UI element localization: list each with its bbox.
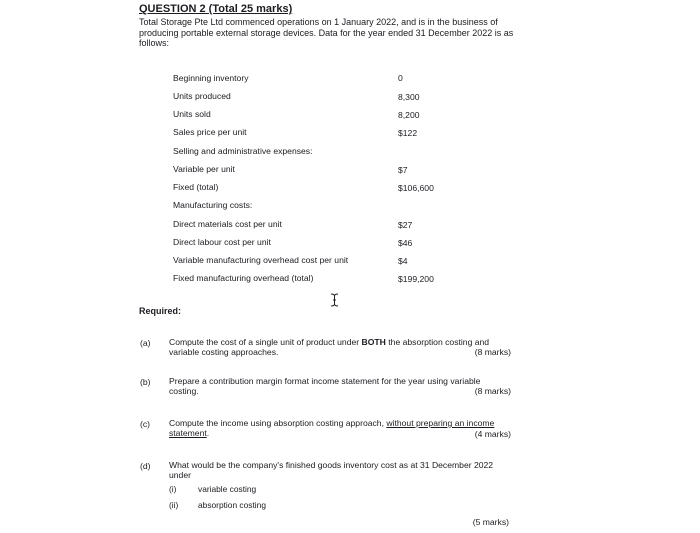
table-row-label: Beginning inventory [173,73,249,83]
question-c-label: (c) [140,419,151,429]
table-row-label: Sales price per unit [173,127,247,137]
question-d-sub-text: variable costing [198,484,257,494]
question-d-label: (d) [140,461,151,471]
question-b-marks: (8 marks) [474,386,511,396]
table-row-label: Units produced [173,91,231,101]
question-d-sub-label: (ii) [169,500,179,510]
question-b-label: (b) [140,377,151,387]
table-row-value: $122 [398,128,418,138]
question-a-marks: (8 marks) [474,347,511,357]
table-row-label: Variable per unit [173,164,235,174]
table-row-value: 8,300 [398,92,420,102]
table-row-value: $27 [398,220,413,230]
table-row-label: Fixed manufacturing overhead (total) [173,273,314,283]
table-row-value: $106,600 [398,183,434,193]
question-b-text: Prepare a contribution margin format income statement for the year using variable costing. [169,376,481,396]
question-a-text: Compute the cost of a single unit of product under BOTH the absorption costing and variable costing approaches. [169,337,490,357]
question-c-text: Compute the income using absorption costing approach, without preparing an income statement. [169,418,495,438]
table-row-value: 8,200 [398,110,420,120]
table-row-value: $4 [398,256,408,266]
table-row-value: $46 [398,238,413,248]
question-title: QUESTION 2 (Total 25 marks) [139,3,293,15]
question-c-marks: (4 marks) [474,429,511,439]
table-row-label: Units sold [173,109,211,119]
text-cursor-icon [330,293,339,307]
table-section-heading: Manufacturing costs: [173,200,253,210]
question-d-sub-label: (i) [169,484,177,494]
table-row-label: Fixed (total) [173,182,219,192]
required-heading: Required: [139,306,182,316]
table-row-value: 0 [398,73,403,83]
question-a-label: (a) [140,338,151,348]
question-d-text: What would be the company's finished goods inventory cost as at 31 December 2022 under [169,460,494,480]
table-section-heading: Selling and administrative expenses: [173,146,313,156]
table-row-label: Direct labour cost per unit [173,237,271,247]
question-d-marks: (5 marks) [472,517,509,527]
table-row-label: Variable manufacturing overhead cost per unit [173,255,349,265]
question-d-sub-text: absorption costing [198,500,266,510]
table-row-label: Direct materials cost per unit [173,219,282,229]
question-intro: Total Storage Pte Ltd commenced operations on 1 January 2022, and is in the business of producing portable external storage devices. Data for the year ended 31 December 2022 is as follows: [139,17,514,48]
table-row-value: $7 [398,165,408,175]
table-row-value: $199,200 [398,274,434,284]
